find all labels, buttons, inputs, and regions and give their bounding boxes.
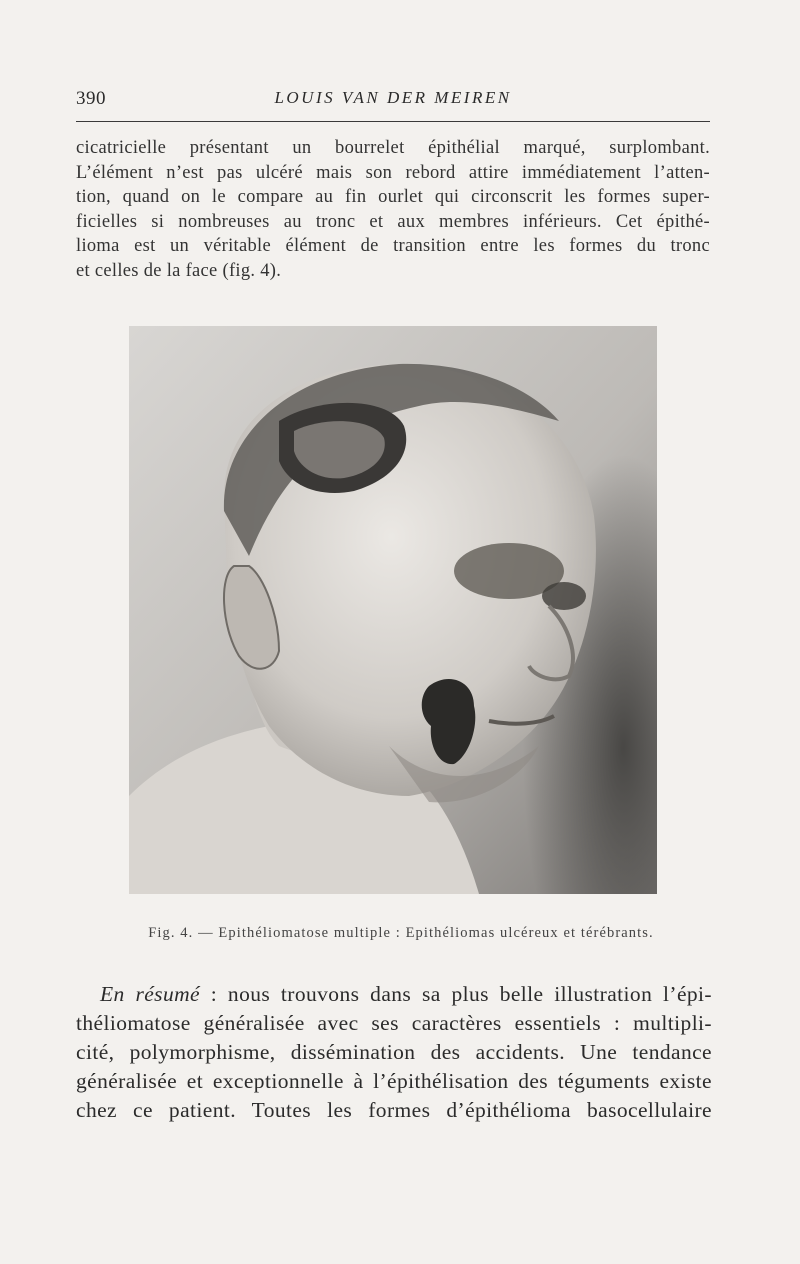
text-line: cicatricielle présentant un bourrelet épithélial marqué, surplombant. (76, 138, 710, 158)
running-title: LOUIS VAN DER MEIREN (274, 88, 512, 107)
page-number: 390 (76, 88, 106, 109)
page-header (76, 88, 710, 122)
lead-rest: : nous trouvons dans sa plus belle illustration l’épi- (199, 982, 712, 1006)
header-rule (76, 121, 710, 122)
lead-italic: En résumé (100, 982, 200, 1006)
patient-portrait-illustration (129, 326, 657, 894)
text-line: et celles de la face (fig. 4). (76, 260, 282, 281)
text-line: ficielles si nombreuses au tronc et aux membres inférieurs. Cet épithé- (76, 211, 710, 232)
text-line: tion, quand on le compare au fin ourlet qui circonscrit les formes super- (76, 187, 710, 208)
text-line: lioma est un véritable élément de transition entre les formes du tronc (76, 236, 710, 257)
text-line: généralisée et exceptionnelle à l’épithélisation des téguments existe (76, 1069, 712, 1093)
text-line: L’élément n’est pas ulcéré mais son rebord attire immédiatement l’atten- (76, 162, 710, 183)
figure-caption: Fig. 4. — Epithéliomatose multiple : Epithéliomas ulcéreux et térébrants. (148, 925, 654, 941)
text-line: chez ce patient. Toutes les formes d’épithélioma basocellulaire (76, 1098, 712, 1122)
text-line (76, 980, 712, 1009)
paragraph-top (76, 136, 710, 284)
figure-photograph (129, 326, 657, 894)
text-line: théliomatose généralisée avec ses caractères essentiels : multipli- (76, 1011, 712, 1035)
text-line: cité, polymorphisme, dissémination des accidents. Une tendance (76, 1040, 712, 1064)
paragraph-bottom (76, 980, 712, 1125)
